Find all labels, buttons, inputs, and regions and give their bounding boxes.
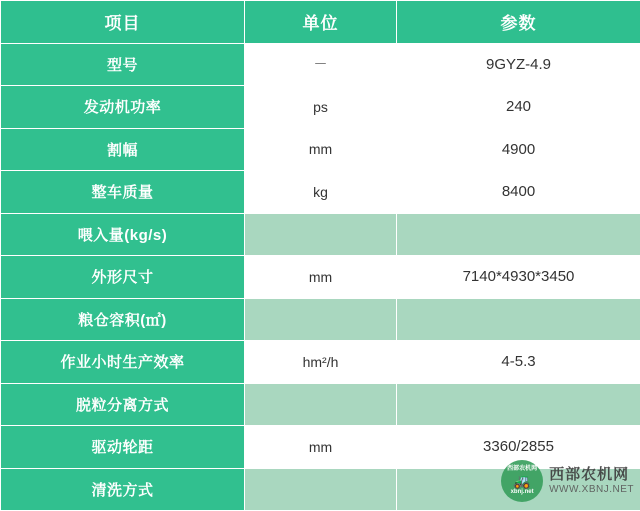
row-unit: hm²/h xyxy=(245,341,397,384)
row-value: 8400 xyxy=(397,171,640,214)
table-row xyxy=(1,426,640,469)
row-unit: － xyxy=(245,43,397,86)
row-label: 发动机功率 xyxy=(1,86,245,129)
row-label: 粮仓容积(㎡) xyxy=(1,298,245,341)
row-unit xyxy=(245,383,397,426)
row-value: 4-5.3 xyxy=(397,341,640,384)
row-value xyxy=(397,383,640,426)
watermark-badge-bottom: xbnj.net xyxy=(511,489,534,496)
table-row xyxy=(1,43,640,86)
table-row xyxy=(1,468,640,511)
row-value: 7140*4930*3450 xyxy=(397,256,640,299)
row-value xyxy=(397,468,640,511)
row-label: 割幅 xyxy=(1,128,245,171)
row-label: 外形尺寸 xyxy=(1,256,245,299)
row-unit: kg xyxy=(245,171,397,214)
table-row xyxy=(1,383,640,426)
table-row xyxy=(1,171,640,214)
row-unit: mm xyxy=(245,426,397,469)
watermark-badge-top: 西部农机网 xyxy=(507,466,537,473)
watermark-name-en: WWW.XBNJ.NET xyxy=(549,484,634,495)
table-row xyxy=(1,341,640,384)
table-row xyxy=(1,256,640,299)
row-label: 型号 xyxy=(1,43,245,86)
row-label: 驱动轮距 xyxy=(1,426,245,469)
row-unit xyxy=(245,298,397,341)
row-label: 整车质量 xyxy=(1,171,245,214)
row-unit xyxy=(245,213,397,256)
row-label: 作业小时生产效率 xyxy=(1,341,245,384)
row-value: 4900 xyxy=(397,128,640,171)
row-value xyxy=(397,213,640,256)
row-value xyxy=(397,298,640,341)
table-row xyxy=(1,86,640,129)
header-cell-unit: 单位 xyxy=(245,1,397,44)
row-unit: ps xyxy=(245,86,397,129)
row-unit: mm xyxy=(245,128,397,171)
table-row xyxy=(1,213,640,256)
row-label: 清洗方式 xyxy=(1,468,245,511)
header-cell-parameter: 参数 xyxy=(397,1,640,44)
row-value: 3360/2855 xyxy=(397,426,640,469)
row-label: 喂入量(kg/s) xyxy=(1,213,245,256)
row-label: 脱粒分离方式 xyxy=(1,383,245,426)
row-unit xyxy=(245,468,397,511)
row-unit: mm xyxy=(245,256,397,299)
table-row xyxy=(1,298,640,341)
header-cell-item: 项目 xyxy=(1,1,245,44)
table-header-row xyxy=(1,1,640,44)
table-row xyxy=(1,128,640,171)
watermark-name-cn: 西部农机网 xyxy=(549,467,634,484)
row-value: 9GYZ-4.9 xyxy=(397,43,640,86)
tractor-icon: 🚜 xyxy=(513,474,530,488)
row-value: 240 xyxy=(397,86,640,129)
